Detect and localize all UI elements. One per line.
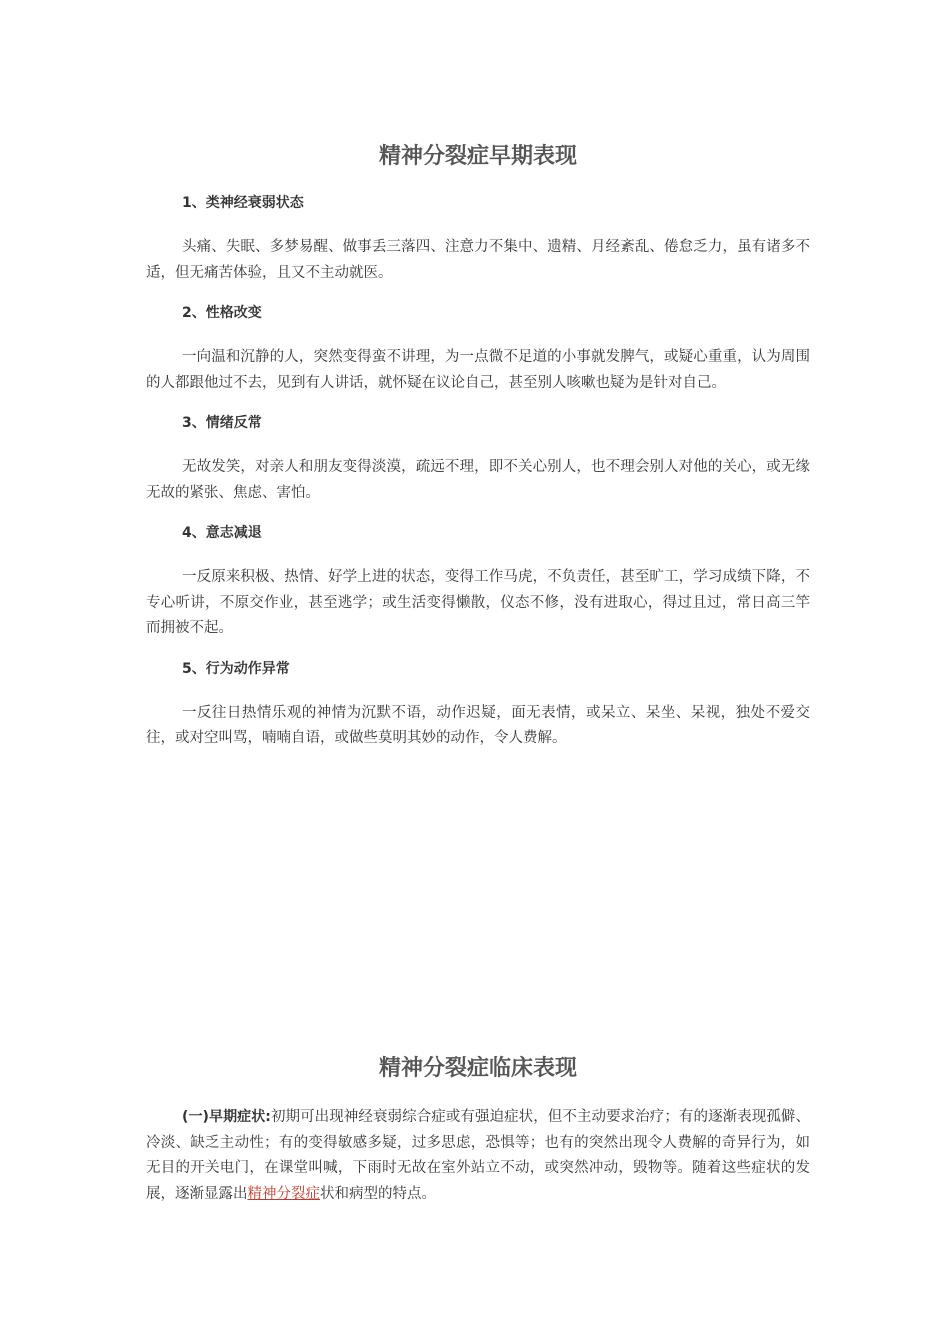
schizophrenia-link[interactable]: 精神分裂症 [247,1185,320,1202]
section-early-signs [146,143,810,769]
item-heading: 4、意志减退 [182,525,262,541]
item-heading: 3、情绪反常 [182,415,262,431]
item-heading: 1、类神经衰弱状态 [182,195,304,211]
item-heading: 2、性格改变 [182,305,262,321]
section-title: 精神分裂症临床表现 [378,1056,577,1081]
paragraph-lead: (一)早期症状: [182,1109,271,1125]
item-body: 一向温和沉静的人，突然变得蛮不讲理，为一点微不足道的小事就发脾气，或疑心重重，认为周围的人都跟他过不去，见到有人讲话，就怀疑在议论自己，甚至别人咳嗽也疑为是针对自己。 [146,349,810,391]
paragraph-text-end: 状和病型的特点。 [320,1185,436,1202]
item-body: 无故发笑，对亲人和朋友变得淡漠，疏远不理，即不关心别人，也不理会别人对他的关心，或无缘无故的紧张、焦虑、害怕。 [146,459,810,501]
item-body: 头痛、失眠、多梦易醒、做事丢三落四、注意力不集中、遗精、月经紊乱、倦怠乏力，虽有诸多不适，但无痛苦体验，且又不主动就医。 [146,239,810,281]
section-clinical-signs [146,1055,810,1224]
item-heading: 5、行为动作异常 [182,660,290,677]
item-body: 一反往日热情乐观的神情为沉默不语，动作迟疑，面无表情，或呆立、呆坐、呆视，独处不爱交往，或对空叫骂，喃喃自语，或做些莫明其妙的动作，令人费解。 [146,704,810,746]
clinical-paragraph [146,1105,810,1207]
item-body: 一反原来积极、热情、好学上进的状态，变得工作马虎，不负责任，甚至旷工，学习成绩下降，不专心听讲，不原交作业，甚至逃学；或生活变得懒散，仪态不修，没有进取心，得过且过，常日高三竿而拥被不起。 [146,569,810,636]
paragraph-text: 初期可出现神经衰弱综合症或有强迫症状，但不主动要求治疗；有的逐渐表现孤僻、冷淡、缺乏主动性；有的变得敏感多疑，过多思虑，恐惧等；也有的突然出现令人费解的奇异行为，如无目的开关电门，在课堂叫喊，下雨时无故在室外站立不动，或突然冲动，毁物等。随着这些症状的发展，逐渐显露出 [146,1109,810,1202]
section-title: 精神分裂症早期表现 [378,144,577,169]
